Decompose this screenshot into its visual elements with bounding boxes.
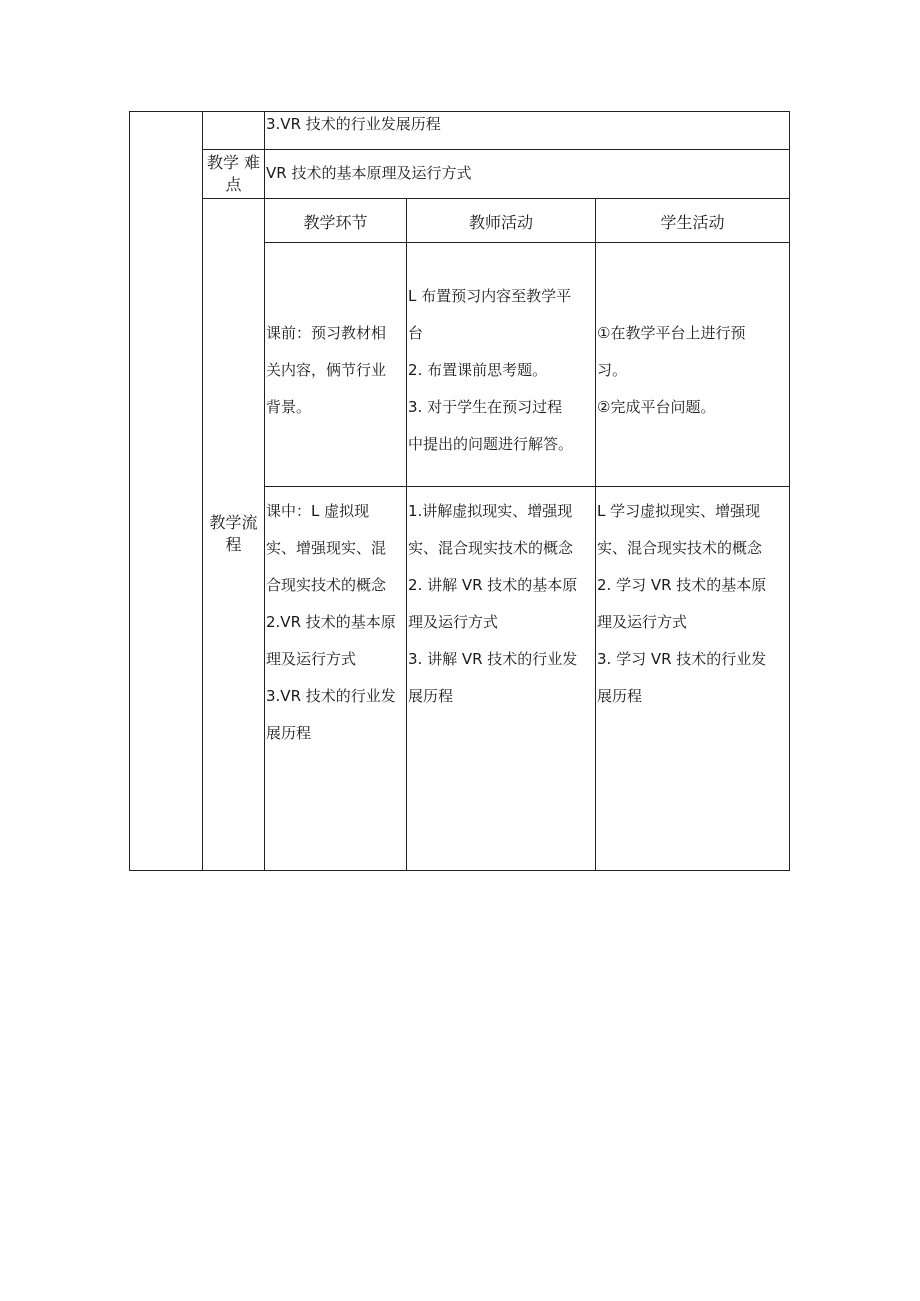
table-border-right xyxy=(789,111,790,870)
table-divider-preclass xyxy=(264,486,790,487)
table-border-bottom xyxy=(129,870,790,871)
header-student: 学生活动 xyxy=(660,213,725,232)
table-border-left xyxy=(129,111,130,870)
process-label: 教学流 程 xyxy=(209,513,258,554)
inclass-teacher: 1.讲解虚拟现实、增强现 实、混合现实技术的概念 2. 讲解 VR 技术的基本原 理及运行方式 3. 讲解 VR 技术的行业发 展历程 xyxy=(408,502,578,705)
difficulty-text: VR 技术的基本原理及运行方式 xyxy=(266,164,472,182)
table-divider-col4 xyxy=(595,198,596,870)
table-divider-col3 xyxy=(406,198,407,870)
header-teacher: 教师活动 xyxy=(468,213,533,232)
table-divider-row1 xyxy=(202,149,790,150)
preclass-student: ①在教学平台上进行预 习。 ②完成平台问题。 xyxy=(597,324,746,416)
preclass-teacher: L 布置预习内容至教学平 台 2. 布置课前思考题。 3. 对于学生在预习过程 中提出的问题进行解答。 xyxy=(408,287,574,453)
difficulty-label: 教学 难点 xyxy=(206,153,261,194)
inclass-student: L 学习虚拟现实、增强现 实、混合现实技术的概念 2. 学习 VR 技术的基本原 理及运行方式 3. 学习 VR 技术的行业发 展历程 xyxy=(597,502,767,705)
row1-text: 3.VR 技术的行业发展历程 xyxy=(266,115,441,133)
table-divider-header xyxy=(264,242,790,243)
table-divider-row2 xyxy=(202,198,790,199)
preclass-stage: 课前：预习教材相 关内容，俩节行业 背景。 xyxy=(266,324,387,416)
inclass-stage: 课中：L 虚拟现 实、增强现实、混 合现实技术的概念 2.VR 技术的基本原 理及运行方式 3.VR 技术的行业发 展历程 xyxy=(266,502,396,742)
table-border-top xyxy=(129,111,790,112)
table-divider-col1 xyxy=(202,111,203,870)
header-stage: 教学环节 xyxy=(303,213,368,232)
